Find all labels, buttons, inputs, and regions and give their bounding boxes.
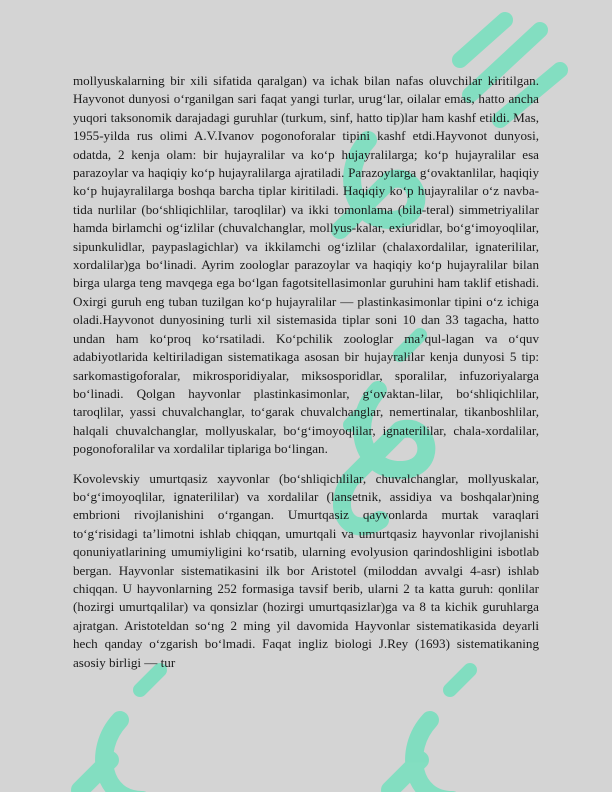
watermark-stroke-8 (450, 670, 470, 690)
watermark-stroke-5 (80, 720, 142, 792)
watermark-stroke-7 (390, 720, 452, 792)
watermark-stroke-6 (140, 670, 160, 690)
paragraph-1: mollyuskalarning bir xili sifatida qaralgan) va ichak bilan nafas oluvchilar kiritilgan. Hayvonot dunyosi o‘rganilgan sari faqat yangi turlar, urug‘lar, oilalar emas, hatto ancha yuqori taksonomik darajadagi guruhlar (turkum, sinf, hatto tip)lar ham kashf etildi. Mas, 1955-yilda rus olimi A.V.Ivanov pogonoforalar tipini kashf etdi.Hayvonot dunyosi, odatda, 2 kenja olam: bir hujayralilar va ko‘p hujayralilarga; ko‘p hujayralilar esa parazoylar va haqiqiy ko‘p hujayralilarga ajratiladi. Parazoylarga g‘ovaktanlilar, haqiqiy ko‘p hujayralilarga boshqa barcha tiplar kiritiladi. Haqiqiy ko‘p hujayralilar o‘z navba-tida nurlilar (bo‘shliqichlilar, taroqlilar) va ikki tomonlama (bila-teral) simmetriyalilar hamda birlamchi og‘izlilar (chuvalchanglar, mollyus-kalar, exiuridlar, bo‘g‘imoyoqlilar, sipunkulidlar, paypaslagichlar) va ikkilamchi og‘izlilar (chalaxordalilar, ignaterililar, xordalilar)ga bo‘linadi. Ayrim zoologlar parazoylar va haqiqiy ko‘p hujayralilar bilan birga ularga teng mavqega ega bo‘lgan fagotsitellasimonlar guruhini ham taklif etishadi. Oxirgi guruh eng tuban tuzilgan ko‘p hujayralilar — plastinkasimonlar tipini o‘z ichiga oladi.Hayvonot dunyosining turli xil sistemasida tiplar soni 10 dan 33 tagacha, hatto undan ham ko‘proq ko‘rsatiladi. Ko‘pchilik zoologlar ma’qul-lagan va o‘quv adabiyotlarida keltiriladigan sistematikaga asosan bir hujayralilar kenja dunyosi 5 tip: sarkomastigoforalar, mikrosporidiyalar, miksosporidlar, sporalilar, infuzoriyalarga bo‘linadi. Qolgan hayvonlar plastinkasimonlar, g‘ovaktan-lilar, bo‘shliqichlilar, taroqlilar, yassi chuvalchanglar, to‘garak chuvalchanglar, nemertinalar, tikanboshlilar, halqali chuvalchanglar, mollyuskalar, bo‘g‘imoyoqlilar, ignaterililar, chala-xordalilar, pogonoforalilar va xordalilar tiplariga bo‘lingan. (73, 73, 539, 457)
paragraph-2: Kovolevskiy umurtqasiz xayvonlar (bo‘shliqichlilar, chuvalchanglar, mollyuskalar, bo‘g‘imoyoqlilar, ignaterililar) va xordalilar (lansetnik, assidiya va boshqalar)ning embrioni rivojlanishini o‘rgangan. Umurtqasiz qayvonlarda murtak varaqlari to‘g‘risidagi ta’limotni ishlab chiqqan, umurtqali va umurtqasiz hayvonlar rivojlanishi qonuniyatlarining umumiyligini ko‘rsatib, ularning evolyusion qarindoshligini isbotlab bergan. Hayvonlar sistematikasini ilk bor Aristotel (miloddan avvalgi 4-asr) ishlab chiqqan. U hayvonlarning 252 formasiga tavsif berib, ularni 2 ta katta guruh: qonlilar (hozirgi umurtqalilar) va qonsizlar (hozirgi umurtqasizlar)ga va 8 ta kichik guruhlarga ajratgan. Aristoteldan so‘ng 2 ming yil davomida Hayvonlar sistematikasida deyarli hech qanday o‘zgarish bo‘lmadi. Faqat ingliz biologi J.Rey (1693) sistematikaning asosiy birligi — tur (73, 470, 539, 670)
body-text (73, 72, 539, 672)
